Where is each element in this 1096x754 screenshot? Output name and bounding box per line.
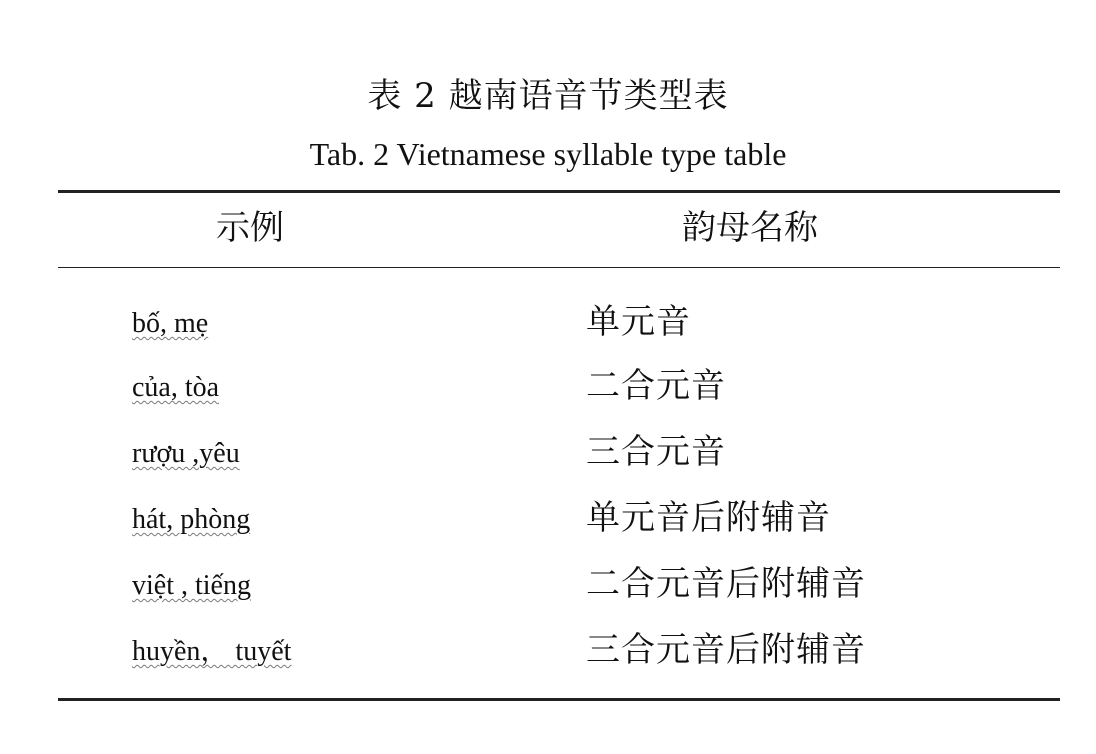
table-caption-english: Tab. 2 Vietnamese syllable type table (309, 136, 787, 172)
table-row (0, 430, 1096, 474)
table-row (0, 364, 1096, 408)
final-name-cell: 三合元音 (586, 432, 726, 472)
final-name-cell: 单元音 (586, 302, 691, 342)
example-cell: hát, phòng (132, 504, 251, 535)
table-header-rule (58, 267, 1060, 268)
final-name-cell: 单元音后附辅音 (586, 498, 831, 538)
table-row (0, 562, 1096, 606)
example-cell: của, tòa (132, 372, 220, 403)
final-name-cell: 二合元音后附辅音 (586, 564, 866, 604)
table-top-rule (58, 190, 1060, 193)
final-name-cell: 三合元音后附辅音 (586, 630, 866, 670)
final-name-cell: 二合元音 (586, 366, 726, 406)
example-cell: rượu ,yêu (132, 438, 240, 469)
table-row (0, 628, 1096, 672)
table-caption-chinese: 表 2 越南语音节类型表 (367, 76, 729, 116)
column-header-example: 示例 (216, 208, 284, 248)
table-bottom-rule (58, 698, 1060, 701)
table-row (0, 300, 1096, 344)
example-cell: bố, mẹ (132, 308, 209, 339)
table-row (0, 496, 1096, 540)
column-header-final-name: 韵母名称 (682, 208, 818, 248)
example-cell: việt , tiếng (132, 570, 251, 601)
example-cell: huyền， tuyết (132, 636, 292, 667)
